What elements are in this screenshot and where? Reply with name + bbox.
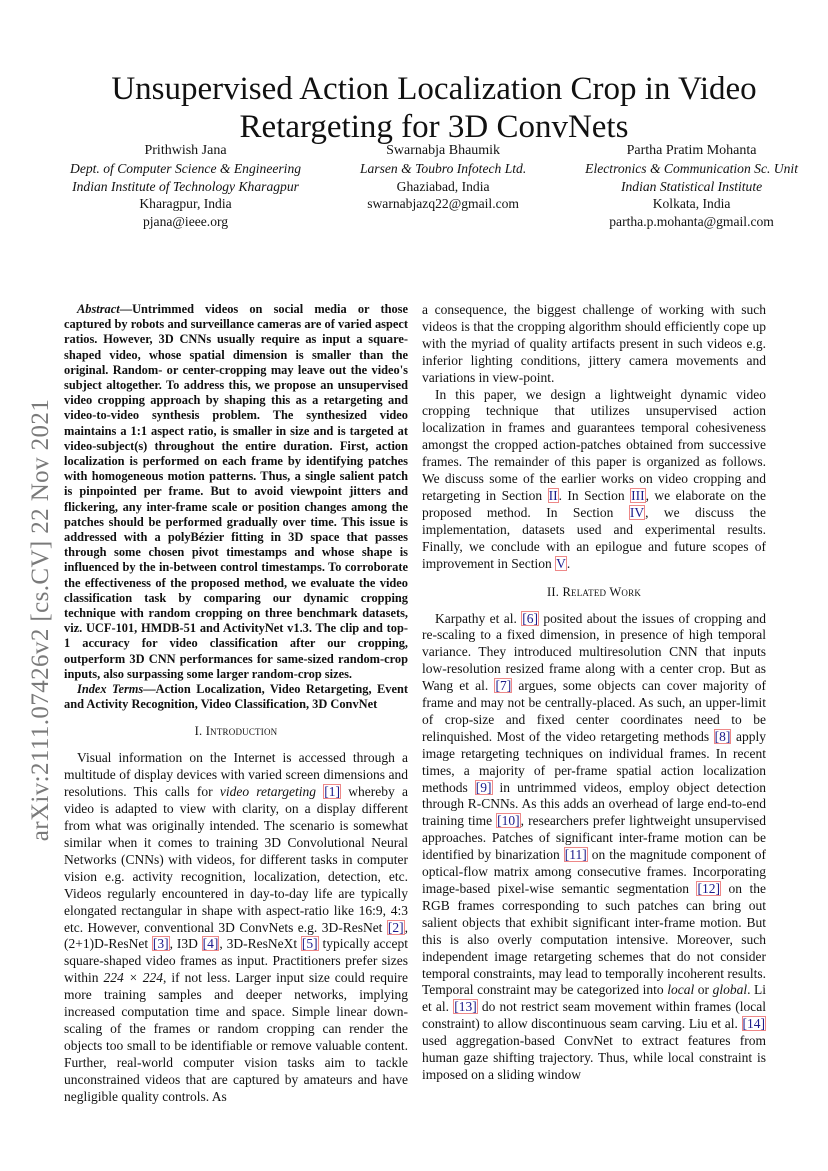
index-terms-text: —Action Localization, Video Retargeting, Event and Activity Recognition, Video Classification, 3D ConvNet [64,682,408,712]
author-name: Partha Pratim Mohanta [626,143,757,158]
citation-link[interactable]: [10] [497,813,520,829]
author-3 [585,142,798,230]
author-affiliation: Larsen & Toubro Infotech Ltd. [359,161,527,176]
section-heading-introduction: I. Introduction [194,724,278,739]
right-column [422,302,766,1084]
index-terms-label: Index Terms [77,682,144,697]
section-heading-related-work: II. Related Work [546,584,642,599]
citation-link[interactable]: [14] [742,1016,765,1032]
citation-link[interactable]: [12] [697,881,720,896]
section-link[interactable]: V [556,555,566,571]
intro-continuation: a consequence, the biggest challenge of working with such videos is that the cropping algorithm should efficiently cope up with the myriad of quality artifacts present in such videos e.g. inferior lighting conditions, jittery camera movements and variations in view-point. [422,302,766,385]
citation-link[interactable]: [5] [301,936,318,952]
arxiv-stamp: arXiv:2111.07426v2 [cs.CV] 22 Nov 2021 [27,398,54,842]
author-email: partha.p.mohanta@gmail.com [609,213,774,229]
citation-link[interactable]: [4] [202,936,219,952]
author-affiliation: Indian Institute of Technology Kharagpur [72,178,299,194]
related-work-paragraph: Karpathy et al. [6] posited about the issues of cropping and re-scaling to a fixed dimension, in presence of high temporal variance. They introduced multiresolution CNN that inputs low-resolution resized frame along with a center crop. But as Wang et al. [7] argues, some objects can cover majority of frame and may not be centrally-placed. As such, an upper-limit of crop-size and fixed center coordinates need to be relinquished. Most of the video retargeting methods [8] apply image retargeting techniques on individual frames. In recent times, a majority of per-frame spatial action localization methods [9] in untrimmed videos, employ object detection through R-CNNs. As this adds an overhead of large end-to-end training time [10], researchers prefer lightweight unsupervised approaches. Patches of significant inter-frame motion can be identified by binarization [11] on the magnitude component of optical-flow matrix among consecutive frames. Incorporating image-based pixel-wise semantic segmentation [12] on the RGB frames corresponding to such patches can bring out salient objects that exhibit significant inter-frame motion. But this is also overly computation intensive. Moreover, such independent image retargeting schemes that do not consider temporal constraints, may lead to temporally incoherent results. Temporal constraint may be categorized into local or global. Li et al. [13] do not restrict seam movement within frames (local constraint) to allow discontinuous seam carving. Liu et al. [14] used aggregation-based ConvNet to extract features from human gaze shifting trajectory. Thus, while local constraint is imposed on a sliding window [422,610,767,1082]
author-email: swarnabjazq22@gmail.com [367,196,519,211]
citation-link[interactable]: [1] [324,784,341,800]
citation-link[interactable]: [7] [495,678,512,694]
left-column [64,302,408,1106]
author-affiliation: Electronics & Communication Sc. Unit [585,161,798,176]
author-name: Swarnabja Bhaumik [386,143,501,158]
author-location: Kharagpur, India [139,196,232,211]
author-location: Ghaziabad, India [396,178,490,194]
citation-link[interactable]: [9] [475,779,492,795]
section-link[interactable]: III [631,487,645,503]
citation-link[interactable]: [6] [522,610,538,626]
intro-paragraph: Visual information on the Internet is accessed through a multitude of display devices with varied screen dimensions and resolutions. This calls for video retargeting [1] whereby a video is adapted to view with clarity, on a display different from what was originally intended. The scenario is somewhat similar when it comes to training 3D Convolutional Neural Networks (CNNs) with videos, for different tasks in computer vision e.g. activity recognition, localization, detection, etc. Videos regularly encountered in day-to-day life are typically elongated rectangular in shape with aspect-ratio like 16:9, 4:3 etc. However, conventional 3D ConvNets e.g. 3D-ResNet [2], (2+1)D-ResNet [3], I3D [4], 3D-ResNeXt [5] typically accept square-shaped video frames as input. Practitioners prefer sizes within 224 × 224, if not less. Larger input size could require more training samples and deeper networks, implying increased computation time and space. Simple linear down-scaling of the frames or random cropping can render the objects too small to be identifiable or remove valuable content. Further, real-world computer vision tasks aim to tackle unconstrained videos that are captured by amateurs and have negligible quality controls. As [64,750,408,1104]
author-2 [360,142,526,230]
abstract-text: —Untrimmed videos on social media or those captured by robots and surveillance cameras are of varied aspect ratios. However, 3D CNNs usually require as input a square-shaped video, whose spatial dimension is smaller than the original. Random- or center-cropping may leave out the video's subject altogether. To address this, we propose an unsupervised video cropping approach by shaping this as a retargeting and video-to-video synthesis problem. The synthesized video maintains a 1:1 aspect ratio, is smaller in size and is targeted at video-subject(s) throughout the entire duration. First, action localization is performed on each frame by identifying patches with homogeneous motion patterns. Thus, a single salient patch is pinpointed per frame. But to avoid viewpoint jitters and flickering, any inter-frame scale or position changes among the patches should be performed gradually over time. This issue is addressed with a polyBézier fitting in 3D space that passes through some chosen pivot timestamps and whose shape is influenced by the in-between control timestamps. To corroborate the effectiveness of the proposed method, we evaluate the video classification task by comparing our dynamic cropping technique with random cropping on three benchmark datasets, viz. UCF-101, HMDB-51 and ActivityNet v1.3. The clip and top-1 accuracy for video classification after our cropping, outperform 3D CNN performances for same-sized random-crop inputs, also surpassing some larger random-crop sizes. [64,302,408,681]
author-affiliation: Indian Statistical Institute [620,178,763,194]
intro-paragraph-2: In this paper, we design a lightweight dynamic video cropping technique that utilizes unsupervised action localization in frames and guarantees temporal cohesiveness amongst the cropped action-patches obtained from successive frames. The remainder of this paper is organized as follows. We discuss some of the earlier works on video cropping and retargeting in Section II. In Section III, we elaborate on the proposed method. In Section IV, we discuss the implementation, datasets used and experimental results. Finally, we conclude with an epilogue and future scopes of improvement in Section V. [422,386,766,571]
section-link[interactable]: II [548,487,558,503]
author-block [70,142,798,230]
citation-link[interactable]: [3] [152,936,169,952]
author-location: Kolkata, India [652,196,731,211]
citation-link[interactable]: [2] [387,919,404,935]
author-1 [70,142,301,230]
section-link[interactable]: IV [629,504,645,520]
citation-link[interactable]: [8] [714,728,731,744]
author-name: Prithwish Jana [144,143,227,158]
citation-link[interactable]: [13] [454,999,477,1015]
citation-link[interactable]: [11] [564,847,587,863]
math-size: 224 × 224 [103,970,164,986]
abstract [64,302,408,712]
abstract-label: Abstract [77,302,120,316]
author-affiliation: Dept. of Computer Science & Engineering [70,161,302,176]
paper-title: Unsupervised Action Localization Crop in Video Retargeting for 3D ConvNets [111,71,757,145]
author-email: pjana@ieee.org [142,213,229,229]
